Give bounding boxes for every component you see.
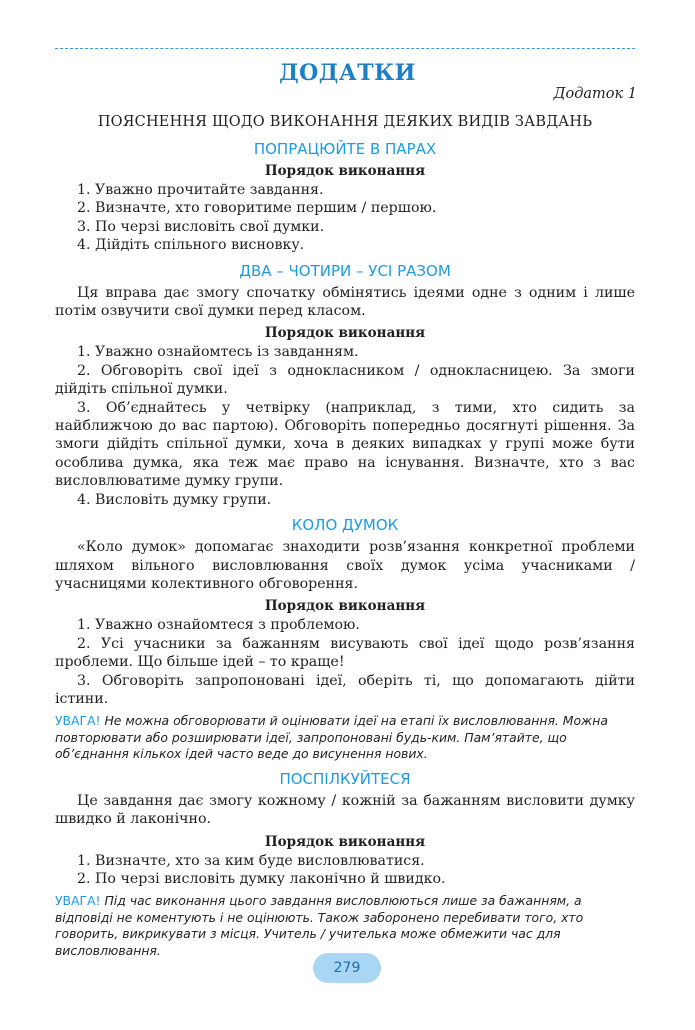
section-intro: «Коло думок» допомагає знаходити розв’язання конкретної проблеми шляхом вільного висловлювання своїх думок усіма учасниками / учасницями колективного обговорення. bbox=[55, 539, 635, 592]
content bbox=[55, 112, 635, 965]
section-heading: ПОСПІЛКУЙТЕСЯ bbox=[279, 769, 411, 788]
section-intro: Це завдання дає змогу кожному / кожній за бажанням висловити думку швидко й лаконічно. bbox=[55, 792, 635, 828]
note-label: УВАГА! bbox=[55, 713, 101, 729]
attention-note bbox=[55, 893, 635, 959]
appendix-label: Додаток 1 bbox=[553, 86, 637, 102]
step-item: 3. По черзі висловіть свої думки. bbox=[77, 218, 325, 235]
step-item: 2. По черзі висловіть думку лаконічно й швидко. bbox=[77, 871, 446, 888]
note-text: Під час виконання цього завдання висловлюються лише за бажанням, а відповіді не коментують і не оцінюють. Також заборонено перебивати того, хто говорить, викрикувати з місця. Учитель / учителька може обмежити час для висловлювання. bbox=[55, 893, 584, 958]
step-item: 1. Визначте, хто за ким буде висловлюватися. bbox=[77, 852, 425, 869]
section-two-four-all bbox=[55, 262, 635, 509]
step-item: 2. Визначте, хто говоритиме першим / першою. bbox=[77, 200, 437, 217]
attention-note bbox=[55, 713, 635, 763]
step-item: 1. Уважно ознайомтесь із завданням. bbox=[77, 344, 359, 361]
section-subheading: Порядок виконання bbox=[264, 598, 426, 615]
section-idea-circle bbox=[55, 516, 635, 763]
note-label: УВАГА! bbox=[55, 893, 101, 909]
section-pairs bbox=[55, 140, 635, 255]
section-heading: ДВА – ЧОТИРИ – УСІ РАЗОМ bbox=[239, 261, 451, 280]
step-item: 2. Обговоріть свої ідеї з однокласником / однокласницею. За змоги дійдіть спільної думки. bbox=[55, 362, 635, 398]
step-item: 2. Усі учасники за бажанням висувають свої ідеї щодо розв’язання проблеми. Що більше ідей – то краще! bbox=[55, 635, 635, 671]
section-subheading: Порядок виконання bbox=[264, 163, 426, 179]
main-title: ДОДАТКИ bbox=[279, 60, 416, 86]
step-item: 4. Висловіть думку групи. bbox=[77, 491, 272, 508]
section-subheading: Порядок виконання bbox=[264, 325, 426, 342]
section-intro: Ця вправа дає змогу спочатку обмінятись ідеями одне з одним і лише потім озвучити свої думки перед класом. bbox=[55, 284, 635, 320]
step-item: 1. Уважно ознайомтеся з проблемою. bbox=[77, 617, 360, 634]
step-item: 3. Обговоріть запропоновані ідеї, оберіть ті, що допомагають дійти істини. bbox=[55, 672, 635, 707]
section-heading: КОЛО ДУМОК bbox=[291, 516, 399, 535]
page-number-badge: 279 bbox=[313, 953, 381, 983]
step-item: 3. Об’єднайтесь у четвірку (наприклад, з тими, хто сидить за найближчою до вас партою). Обговоріть попередньо досягнуті рішення. За змоги дійдіть спільної думки, хоча в деяких випадках у групі може бути особлива думка, яка теж має право на існування. Визначте, хто з вас висловлюватиме думку групи. bbox=[55, 399, 635, 490]
top-dashed-divider bbox=[55, 48, 635, 49]
section-subheading: Порядок виконання bbox=[264, 833, 426, 850]
note-text: Не можна обговорювати й оцінювати ідеї на етапі їх висловлювання. Можна повторювати або розширювати ідеї, запропоновані будь-ким. Пам’ятайте, що об’єднання кількох ідей часто веде до висунення нових. bbox=[55, 713, 608, 762]
section-heading: ПОПРАЦЮЙТЕ В ПАРАХ bbox=[253, 140, 437, 158]
document-title: ПОЯСНЕННЯ ЩОДО ВИКОНАННЯ ДЕЯКИХ ВИДІВ ЗАВДАНЬ bbox=[97, 114, 593, 130]
step-item: 4. Дійдіть спільного висновку. bbox=[77, 237, 305, 254]
section-talk bbox=[55, 770, 635, 960]
step-item: 1. Уважно прочитайте завдання. bbox=[77, 182, 324, 198]
